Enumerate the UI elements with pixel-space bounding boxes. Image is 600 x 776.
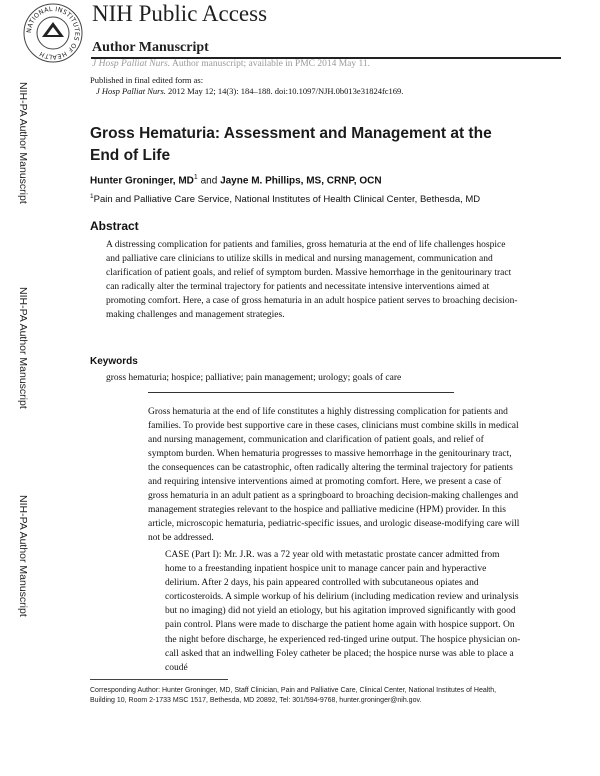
author-1: Hunter Groninger, MD <box>90 175 194 187</box>
author-line <box>90 174 382 186</box>
citation-details: 2012 May 12; 14(3): 184–188. doi:10.1097/NJH.0b013e31824fc169. <box>168 86 404 96</box>
published-line: Published in final edited form as: <box>90 75 204 85</box>
intro-paragraph: Gross hematuria at the end of life constitutes a highly distressing complication for patients and families. To provide best supportive care in these cases, clinicians must combine skills in medical and nursing management, communication and clarification of patient goals, and relief of symptom burden. When hematuria progresses to massive hemorrhage in the genitourinary tract, the consequences can be catastrophic, often radically altering the terminal trajectory for patients and requiring intensive interventions aimed at promoting comfort. Here, we present a case of gross hematuria in an adult patient as a springboard to broaching decision-making challenges and management strategies relevant to the hospice and palliative medicine (HPM) provider. In this article, microscopic hematuria, pediatric-specific issues, and urologic disease-modifying care will not be addressed. <box>148 407 520 543</box>
abstract-heading: Abstract <box>90 219 139 233</box>
author-conjunction: and <box>200 175 218 187</box>
citation-line <box>96 86 403 96</box>
citation-journal: J Hosp Palliat Nurs. <box>96 86 166 96</box>
header-title: NIH Public Access <box>92 1 268 26</box>
keywords-divider <box>148 392 454 393</box>
affiliation-mark: 1 <box>90 193 94 200</box>
header-subtitle: Author Manuscript <box>92 40 209 55</box>
author-2: Jayne M. Phillips, MS, CRNP, OCN <box>220 175 382 187</box>
availability-text: Author manuscript; available in PMC 2014 May 11. <box>171 59 371 69</box>
author-1-affiliation-mark: 1 <box>193 174 198 181</box>
footnote-divider <box>90 679 228 680</box>
sidebar-label-top: NIH-PA Author Manuscript <box>17 82 29 204</box>
sidebar-label-bottom: NIH-PA Author Manuscript <box>17 495 29 617</box>
seal-text: NATIONAL INSTITUTES OF HEALTH <box>25 5 81 61</box>
abstract-text: A distressing complication for patients and families, gross hematuria at the end of life challenges hospice and palliative care clinicians to utilize skills in medical and nursing management, communication and clarification of patient goals, and relief of symptom burden. Massive hemorrhage in the genitourinary tract can radically alter the terminal trajectory for patients and necessitate intensive interventions aimed at promoting comfort. Here, a case of gross hematuria in an adult hospice patient serves to broaching decision-making challenges and management strategies. <box>106 240 518 320</box>
keywords-text: gross hematuria; hospice; palliative; pain management; urology; goals of care <box>106 373 402 383</box>
keywords-heading: Keywords <box>90 356 138 367</box>
affiliation <box>90 193 480 205</box>
corresponding-author-footnote: Corresponding Author: Hunter Groninger, MD, Staff Clinician, Pain and Palliative Care, Clinical Center, National Institutes of Health, Building 10, Room 2-1733 MSC 1517, Bethesda, MD 20892, Tel: 301/594-9768, hunter.groninger@nih.gov. <box>90 687 497 704</box>
case-paragraph: CASE (Part I): Mr. J.R. was a 72 year old with metastatic prostate cancer admitted from home to a freestanding inpatient hospice unit to manage cancer pain and hyperactive delirium. After 2 days, his pain appeared controlled with subcutaneous opiates and corticosteroids. A simple workup of his delirium (including medication review and urinalysis but no imaging) did not yield an etiology, but his agitation improved significantly with good pain control. Plans were made to discharge the patient home again with hospice support. On the night before discharge, he experienced red-tinged urine output. The hospice physician on-call asked that an indwelling Foley catheter be placed; the hospice nurse was able to place a coudé <box>165 550 521 673</box>
sidebar-label-middle: NIH-PA Author Manuscript <box>17 287 29 409</box>
availability-note <box>92 59 370 69</box>
availability-journal: J Hosp Palliat Nurs. <box>92 59 171 69</box>
affiliation-text: Pain and Palliative Care Service, National Institutes of Health Clinical Center, Bethesda, MD <box>93 194 481 206</box>
article-title: Gross Hematuria: Assessment and Management at the End of Life <box>90 125 492 164</box>
nih-seal-logo <box>22 2 84 64</box>
